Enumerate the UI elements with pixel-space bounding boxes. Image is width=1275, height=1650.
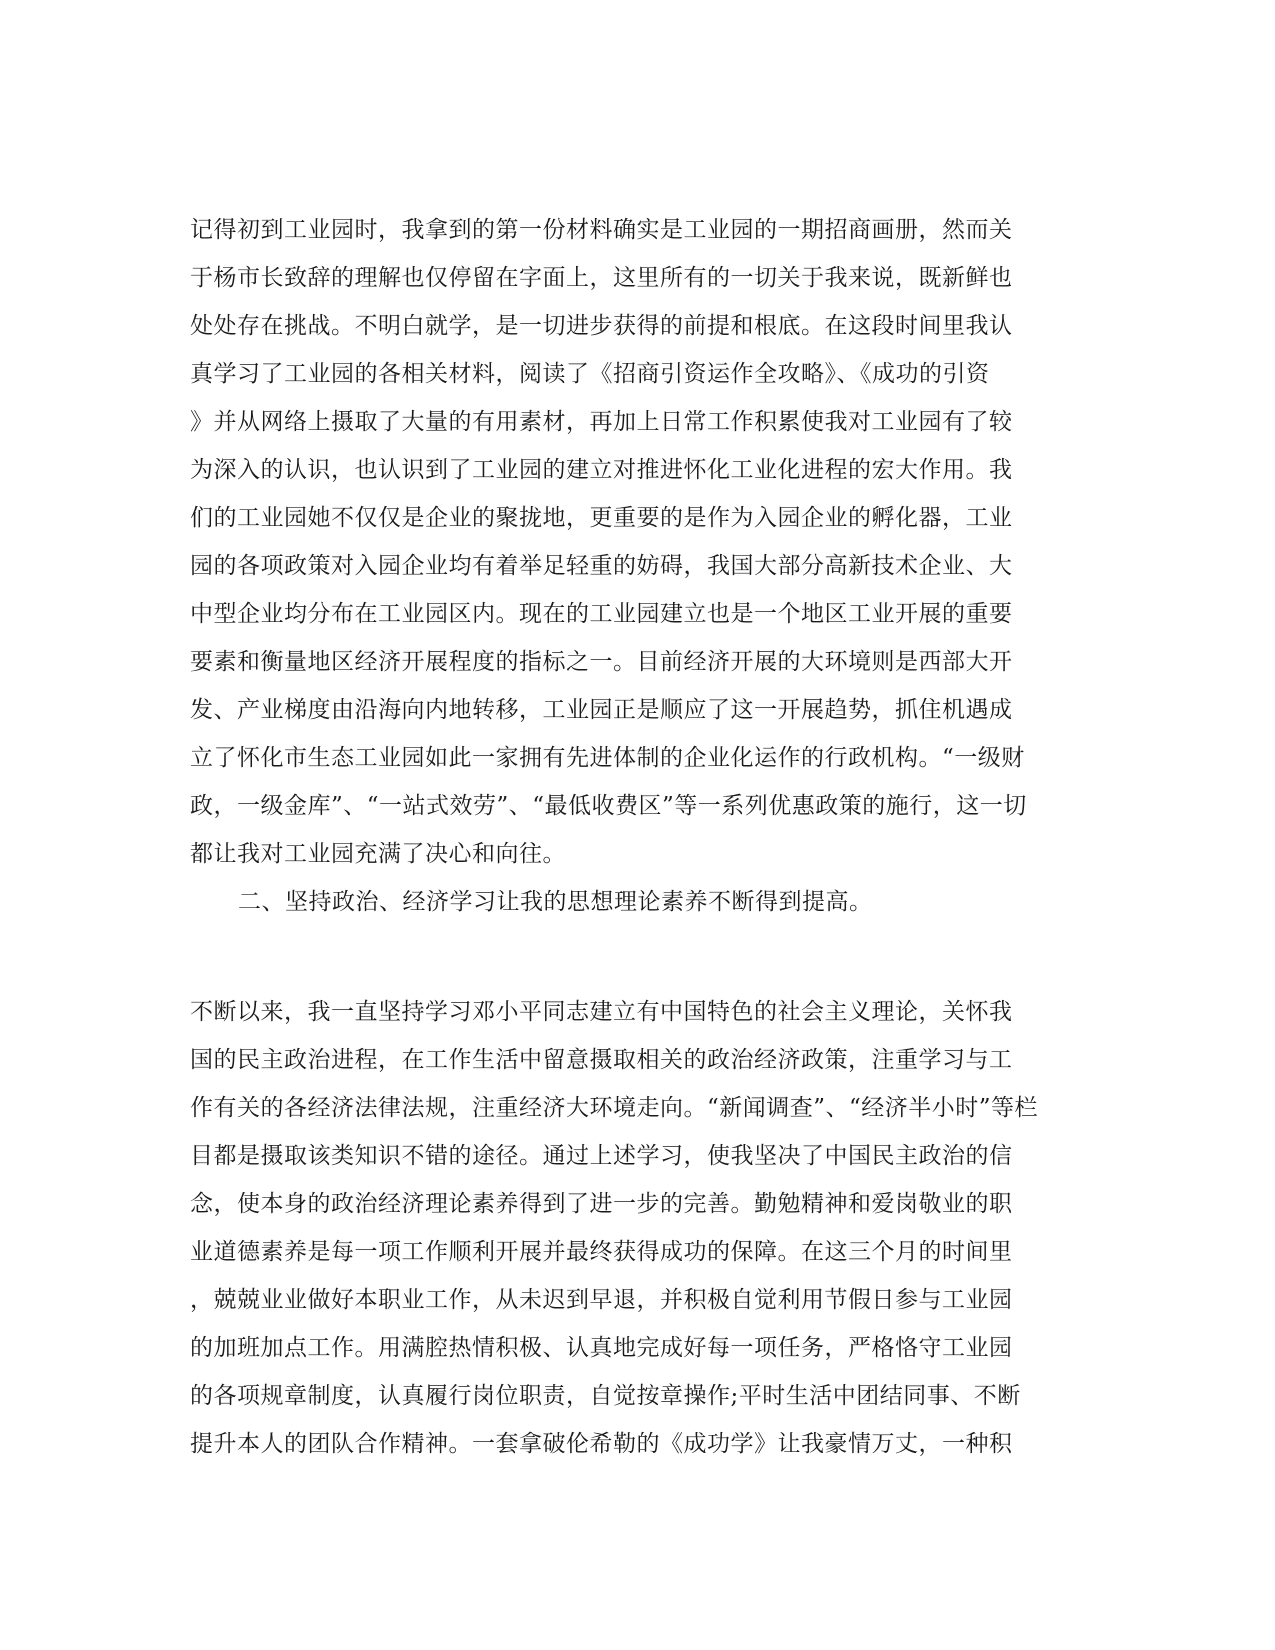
paragraph-line: 们的工业园她不仅仅是企业的聚拢地，更重要的是作为入园企业的孵化器，工业 bbox=[190, 505, 1013, 531]
paragraph-line: 念，使本身的政治经济理论素养得到了进一步的完善。勤勉精神和爱岗敬业的职 bbox=[190, 1191, 1013, 1217]
section-heading-text: 二、坚持政治、经济学习让我的思想理论素养不断得到提高。 bbox=[238, 889, 873, 915]
paragraph-line: 真学习了工业园的各相关材料，阅读了《招商引资运作全攻略》、《成功的引资 bbox=[190, 361, 990, 387]
paragraph-line: 的各项规章制度，认真履行岗位职责，自觉按章操作;平时生活中团结同事、不断 bbox=[190, 1383, 1021, 1409]
paragraph-line: 》并从网络上摄取了大量的有用素材，再加上日常工作积累使我对工业园有了较 bbox=[190, 409, 1013, 435]
paragraph-line: 为深入的认识，也认识到了工业园的建立对推进怀化工业化进程的宏大作用。我 bbox=[190, 457, 1013, 483]
paragraph-line: 的加班加点工作。用满腔热情积极、认真地完成好每一项任务，严格恪守工业园 bbox=[190, 1335, 1013, 1361]
paragraph-line: 园的各项政策对入园企业均有着举足轻重的妨碍，我国大部分高新技术企业、大 bbox=[190, 553, 1013, 579]
paragraph-line: 中型企业均分布在工业园区内。现在的工业园建立也是一个地区工业开展的重要 bbox=[190, 601, 1013, 627]
paragraph-line: 于杨市长致辞的理解也仅停留在字面上，这里所有的一切关于我来说，既新鲜也 bbox=[190, 265, 1013, 291]
paragraph-line: 处处存在挑战。不明白就学，是一切进步获得的前提和根底。在这段时间里我认 bbox=[190, 313, 1013, 339]
paragraph-2 bbox=[190, 988, 1090, 1468]
paragraph-line: 提升本人的团队合作精神。一套拿破伦希勒的《成功学》让我豪情万丈，一种积 bbox=[190, 1431, 1013, 1457]
paragraph-line: 记得初到工业园时，我拿到的第一份材料确实是工业园的一期招商画册，然而关 bbox=[190, 217, 1013, 243]
paragraph-line: 目都是摄取该类知识不错的途径。通过上述学习，使我坚决了中国民主政治的信 bbox=[190, 1143, 1013, 1169]
paragraph-line: 业道德素养是每一项工作顺利开展并最终获得成功的保障。在这三个月的时间里 bbox=[190, 1239, 1013, 1265]
paragraph-line: 不断以来，我一直坚持学习邓小平同志建立有中国特色的社会主义理论，关怀我 bbox=[190, 999, 1013, 1025]
paragraph-1 bbox=[190, 206, 1090, 878]
paragraph-line: ，兢兢业业做好本职业工作，从未迟到早退，并积极自觉利用节假日参与工业园 bbox=[190, 1287, 1013, 1313]
paragraph-line: 要素和衡量地区经济开展程度的指标之一。目前经济开展的大环境则是西部大开 bbox=[190, 649, 1013, 675]
paragraph-line: 国的民主政治进程，在工作生活中留意摄取相关的政治经济政策，注重学习与工 bbox=[190, 1047, 1013, 1073]
paragraph-line: 都让我对工业园充满了决心和向往。 bbox=[190, 841, 566, 867]
paragraph-line: 政，一级金库”、“一站式效劳”、“最低收费区”等一系列优惠政策的施行，这一切 bbox=[190, 793, 1027, 819]
paragraph-line: 立了怀化市生态工业园如此一家拥有先进体制的企业化运作的行政机构。“一级财 bbox=[190, 745, 1025, 771]
section-heading-2 bbox=[190, 878, 1090, 926]
paragraph-line: 发、产业梯度由沿海向内地转移，工业园正是顺应了这一开展趋势，抓住机遇成 bbox=[190, 697, 1013, 723]
paragraph-line: 作有关的各经济法律法规，注重经济大环境走向。“新闻调查”、“经济半小时”等栏 bbox=[190, 1095, 1039, 1121]
